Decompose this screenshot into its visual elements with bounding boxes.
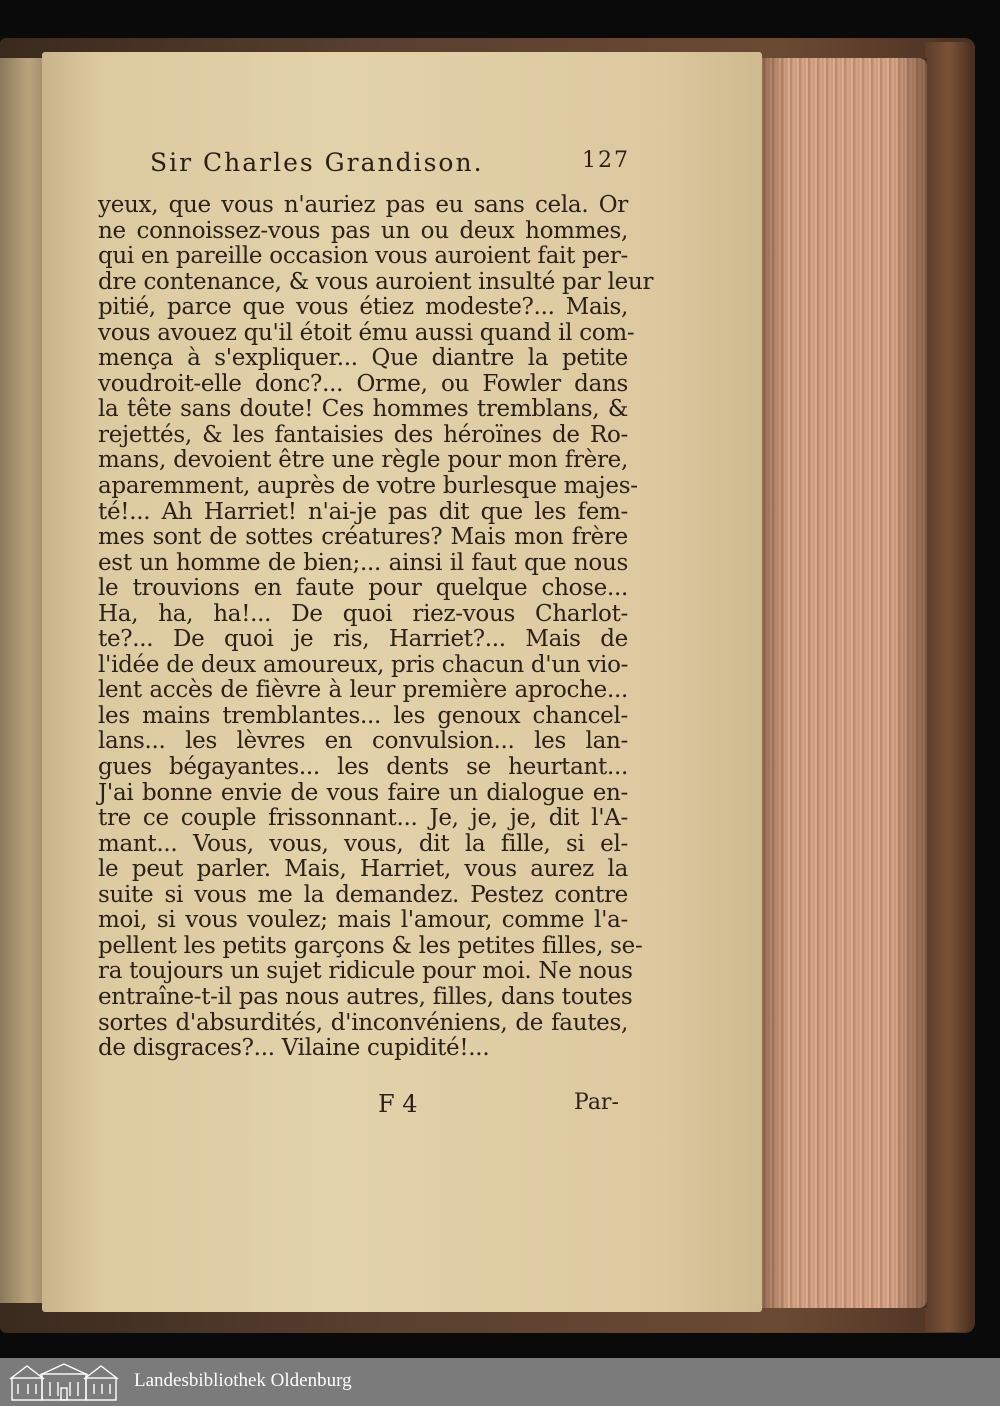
text-line: yeux, que vous n'auriez pas eu sans cela. Or <box>98 192 628 218</box>
facing-page-edge <box>0 58 48 1303</box>
text-line: mans, devoient être une règle pour mon frère, <box>98 447 628 474</box>
library-building-icon <box>8 1362 122 1402</box>
text-line: les mains tremblantes... les genoux chancel- <box>98 702 628 729</box>
text-line: tre ce couple frissonnant... Je, je, je, dit l'A- <box>98 805 628 832</box>
text-line: moi, si vous voulez; mais l'amour, comme l'a- <box>98 907 628 934</box>
text-line: té!... Ah Harriet! n'ai-je pas dit que les fem- <box>98 498 628 525</box>
text-line: gues bégayantes... les dents se heurtant... <box>98 754 628 781</box>
text-line: sortes d'absurdités, d'inconvéniens, de fautes, <box>98 1009 628 1036</box>
signature-mark: F 4 <box>378 1090 418 1118</box>
text-line: suite si vous me la demandez. Pestez contre <box>98 881 628 908</box>
text-line: te?... De quoi je ris, Harriet?... Mais de <box>98 626 628 653</box>
text-line: pitié, parce que vous étiez modeste?... Mais, <box>98 294 628 321</box>
page-body-text <box>98 192 654 1062</box>
text-line: Ha, ha, ha!... De quoi riez-vous Charlot- <box>98 600 628 627</box>
library-name: Landesbibliothek Oldenburg <box>134 1370 352 1391</box>
text-line: voudroit-elle donc?... Orme, ou Fowler dans <box>98 370 628 397</box>
text-line: est un homme de bien;... ainsi il faut que nous <box>98 549 628 576</box>
catchword: Par- <box>574 1090 619 1115</box>
text-line: entraîne-t-il pas nous autres, filles, dans toutes <box>98 983 633 1010</box>
text-line: de disgraces?... Vilaine cupidité!... <box>98 1035 490 1062</box>
running-header <box>150 148 630 182</box>
text-line: mes sont de sottes créatures? Mais mon frère <box>98 524 628 551</box>
text-line: lent accès de fièvre à leur première aproche... <box>98 677 628 704</box>
text-line: ne connoissez-vous pas un ou deux hommes, <box>98 217 628 244</box>
page-number: 127 <box>582 148 630 173</box>
running-title: Sir Charles Grandison. <box>150 148 484 177</box>
text-line: J'ai bonne envie de vous faire un dialogue en- <box>98 779 628 806</box>
text-line: dre contenance, & vous auroient insulté par leur <box>98 268 654 295</box>
text-line: vous avouez qu'il étoit ému aussi quand il com- <box>98 319 635 346</box>
text-line: pellent les petits garçons & les petites filles, se- <box>98 932 643 959</box>
text-line: qui en pareille occasion vous auroient fait per- <box>98 243 628 270</box>
text-line: mença à s'expliquer... Que diantre la petite <box>98 345 628 372</box>
text-line: la tête sans doute! Ces hommes tremblans, & <box>98 396 628 423</box>
text-line: mant... Vous, vous, vous, dit la fille, si el- <box>98 830 628 857</box>
page-edges-shade <box>755 58 927 1308</box>
text-line: ra toujours un sujet ridicule pour moi. Ne nous <box>98 958 633 985</box>
text-line: aparemment, auprès de votre burlesque majes- <box>98 473 638 500</box>
text-line: le trouvions en faute pour quelque chose... <box>98 575 628 602</box>
text-line: le peut parler. Mais, Harriet, vous aurez la <box>98 856 628 883</box>
text-line: lans... les lèvres en convulsion... les lan- <box>98 728 628 755</box>
footer-bar <box>0 1358 1000 1406</box>
book-cover-edge <box>925 42 973 1332</box>
text-line: rejettés, & les fantaisies des héroïnes de Ro- <box>98 421 628 448</box>
text-line: l'idée de deux amoureux, pris chacun d'un vio- <box>98 651 629 678</box>
